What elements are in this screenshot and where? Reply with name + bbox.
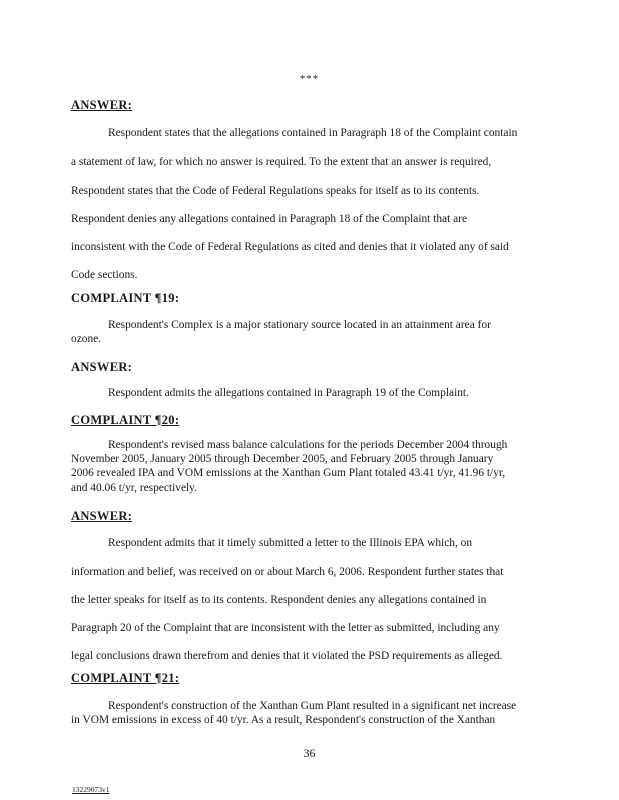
complaint-20-line: 2006 revealed IPA and VOM emissions at the Xanthan Gum Plant totaled 43.41 t/yr, 41.96 t/yr, (71, 467, 506, 479)
complaint-19-line: Respondent's Complex is a major stationary source located in an attainment area for (108, 319, 491, 331)
answer-20-line: the letter speaks for itself as to its contents. Respondent denies any allegations contained in (71, 594, 487, 606)
answer-19-line: Respondent admits the allegations contained in Paragraph 19 of the Complaint. (108, 387, 469, 399)
answer-18-line: a statement of law, for which no answer is required. To the extent that an answer is required, (71, 156, 492, 168)
complaint-20-line: November 2005, January 2005 through December 2005, and February 2005 through January (71, 453, 494, 465)
answer-20-line: Paragraph 20 of the Complaint that are inconsistent with the letter as submitted, including any (71, 622, 500, 634)
answer-20-line: Respondent admits that it timely submitted a letter to the Illinois EPA which, on (108, 537, 473, 549)
page-number: 36 (303, 746, 316, 760)
answer-18-line: Respondent denies any allegations contained in Paragraph 18 of the Complaint that are (71, 213, 468, 225)
complaint-20-heading: COMPLAINT ¶20: (71, 413, 180, 427)
complaint-20-line: Respondent's revised mass balance calculations for the periods December 2004 through (108, 439, 508, 451)
complaint-21-line: in VOM emissions in excess of 40 t/yr. As a result, Respondent's construction of the Xanthan (71, 714, 496, 726)
answer-19-heading: ANSWER: (71, 360, 133, 374)
complaint-19-line: ozone. (71, 333, 102, 345)
complaint-21-heading: COMPLAINT ¶21: (71, 671, 180, 685)
answer-18-heading: ANSWER: (71, 98, 133, 112)
answer-18-line: Code sections. (71, 269, 138, 281)
complaint-19-heading: COMPLAINT ¶19: (71, 291, 180, 305)
complaint-21-line: Respondent's construction of the Xanthan Gum Plant resulted in a significant net increase (108, 700, 517, 712)
answer-20-heading: ANSWER: (71, 509, 133, 523)
complaint-20-line: and 40.06 t/yr, respectively. (71, 482, 197, 494)
document-id: 13229073v1 (72, 785, 110, 794)
answer-20-line: legal conclusions drawn therefrom and denies that it violated the PSD requirements as alleged. (71, 650, 503, 662)
answer-18-line: Respondent states that the Code of Federal Regulations speaks for itself as to its contents. (71, 185, 480, 197)
answer-18-line: inconsistent with the Code of Federal Regulations as cited and denies that it violated any of said (71, 241, 509, 253)
answer-18-line: Respondent states that the allegations contained in Paragraph 18 of the Complaint contain (108, 127, 518, 139)
answer-20-line: information and belief, was received on or about March 6, 2006. Respondent further states that (71, 566, 504, 578)
section-separator: *** (299, 73, 320, 85)
